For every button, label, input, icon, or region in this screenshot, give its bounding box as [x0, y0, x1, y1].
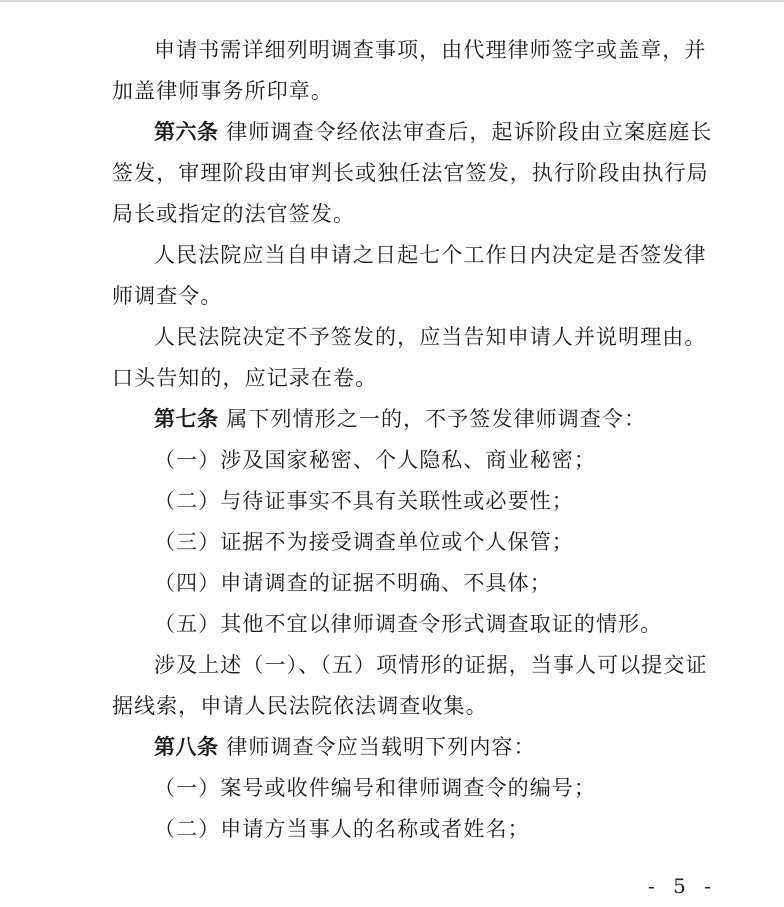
article-number: 第六条 — [154, 120, 219, 144]
article-number: 第七条 — [154, 407, 219, 431]
text-line: 律师调查令应当载明下列内容： — [226, 735, 536, 759]
paragraph-application-details — [112, 30, 707, 71]
article-number: 第八条 — [154, 735, 219, 759]
text-line: （一）案号或收件编号和律师调查令的编号； — [154, 776, 596, 800]
text-line: 据线索，申请人民法院依法调查收集。 — [112, 694, 488, 718]
text-line: 加盖律师事务所印章。 — [112, 79, 333, 103]
paragraph-refusal-notice — [112, 317, 707, 358]
text-line: （四）申请调查的证据不明确、不具体； — [154, 571, 552, 595]
text-line: 涉及上述（一）、（五）项情形的证据，当事人可以提交证 — [154, 653, 708, 677]
list-item-7-3 — [112, 522, 702, 563]
text-line: （五）其他不宜以律师调查令形式调查取证的情形。 — [154, 612, 663, 636]
paragraph-article-7 — [112, 399, 702, 440]
text-line: 人民法院应当自申请之日起七个工作日内决定是否签发律 — [154, 243, 707, 267]
list-item-7-2 — [112, 481, 702, 522]
paragraph-article-6-cont — [112, 194, 702, 235]
list-item-8-2 — [112, 809, 702, 850]
text-line: 律师调查令经依法审查后，起诉阶段由立案庭庭长 — [226, 120, 713, 144]
text-line: 申请书需详细列明调查事项，由代理律师签字或盖章，并 — [154, 38, 707, 62]
text-line: 人民法院决定不予签发的，应当告知申请人并说明理由。 — [154, 325, 707, 349]
paragraph-evidence-clues-cont — [112, 686, 702, 727]
paragraph-article-6-cont — [112, 153, 709, 194]
paragraph-refusal-notice-cont — [112, 358, 702, 399]
list-item-7-4 — [112, 563, 702, 604]
paragraph-evidence-clues — [112, 645, 708, 686]
text-line: 签发，审理阶段由审判长或独任法官签发，执行阶段由执行局 — [112, 161, 709, 185]
text-line: 师调查令。 — [112, 284, 223, 308]
text-line: （二）与待证事实不具有关联性或必要性； — [154, 489, 574, 513]
paragraph-article-6 — [112, 112, 713, 153]
document-body — [112, 30, 713, 850]
list-item-7-5 — [112, 604, 702, 645]
text-line: 口头告知的，应记录在卷。 — [112, 366, 378, 390]
page-number: - 5 - — [648, 874, 717, 898]
text-line: 属下列情形之一的，不予签发律师调查令： — [226, 407, 647, 431]
list-item-7-1 — [112, 440, 702, 481]
text-line: 局长或指定的法官签发。 — [112, 202, 356, 226]
text-line: （一）涉及国家秘密、个人隐私、商业秘密； — [154, 448, 596, 472]
text-line: （三）证据不为接受调查单位或个人保管； — [154, 530, 574, 554]
list-item-8-1 — [112, 768, 702, 809]
text-line: （二）申请方当事人的名称或者姓名； — [154, 817, 530, 841]
top-border-line — [0, 0, 784, 2]
paragraph-article-8 — [112, 727, 702, 768]
paragraph-decision-deadline-cont — [112, 276, 702, 317]
paragraph-application-details-cont — [112, 71, 702, 112]
paragraph-decision-deadline — [112, 235, 707, 276]
